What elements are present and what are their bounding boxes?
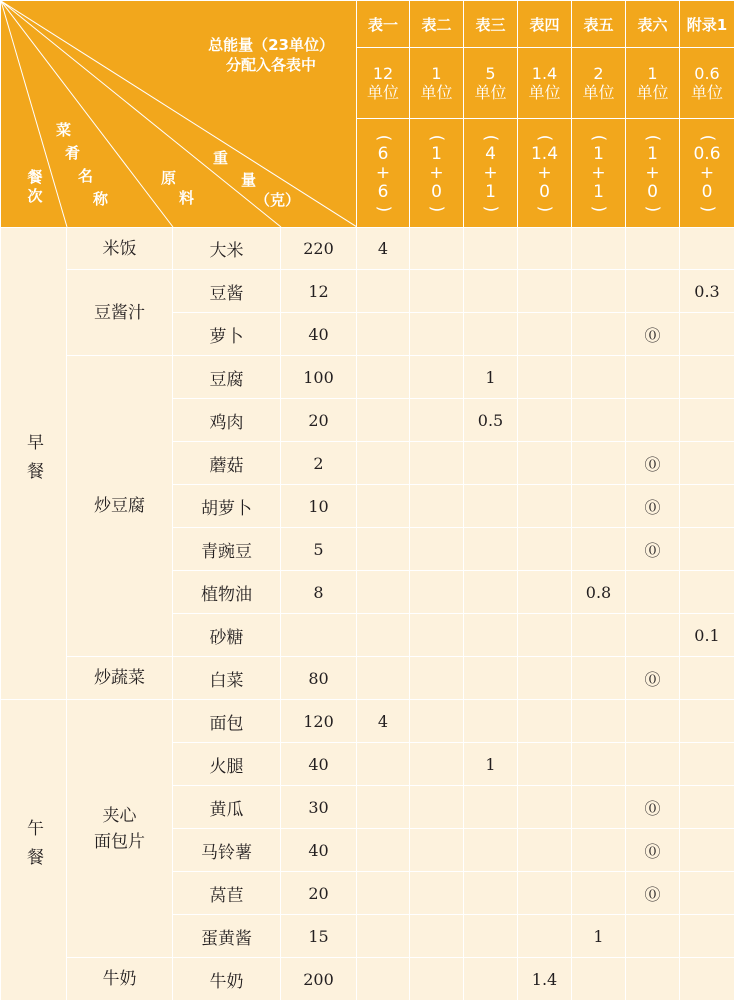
table-row <box>1 700 734 743</box>
value-cell <box>464 872 518 915</box>
split-part: 6 <box>378 145 389 164</box>
total-energy-line2: 分配入各表中 <box>208 55 334 75</box>
value-cell <box>680 743 734 786</box>
value-cell <box>410 528 464 571</box>
value-cell <box>680 872 734 915</box>
value-cell <box>357 270 410 313</box>
value-cell <box>680 356 734 399</box>
value-cell <box>518 270 572 313</box>
unit-label: 单位 <box>357 83 409 102</box>
unit-label: 单位 <box>464 83 517 102</box>
table-row <box>1 958 734 1001</box>
unit-label: 单位 <box>626 83 679 102</box>
weight-cell: 40 <box>281 829 357 872</box>
value-cell <box>518 528 572 571</box>
value-cell <box>410 442 464 485</box>
value-cell <box>626 700 680 743</box>
value-cell <box>626 228 680 270</box>
table-split-cell <box>626 119 680 228</box>
value-cell <box>357 485 410 528</box>
ingredient-cell: 牛奶 <box>173 958 281 1001</box>
value-cell <box>518 786 572 829</box>
close-paren: ) <box>483 205 497 212</box>
value-cell <box>464 958 518 1001</box>
value-cell <box>572 872 626 915</box>
weight-cell: 20 <box>281 399 357 442</box>
table-split-cell <box>572 119 626 228</box>
value-cell: 1 <box>464 743 518 786</box>
table-name: 表二 <box>410 1 464 48</box>
value-cell <box>357 313 410 356</box>
value-cell <box>357 356 410 399</box>
value-cell <box>518 829 572 872</box>
value-cell <box>464 657 518 700</box>
value-cell: ⓪ <box>626 485 680 528</box>
ingredient-cell: 白菜 <box>173 657 281 700</box>
close-paren: ) <box>591 205 605 212</box>
value-cell <box>572 700 626 743</box>
ingredient-cell: 萝卜 <box>173 313 281 356</box>
split-part: 0 <box>702 183 713 202</box>
split-part: 1 <box>431 145 442 164</box>
table-name: 表四 <box>518 1 572 48</box>
unit-value: 2 <box>572 64 625 83</box>
value-cell <box>410 356 464 399</box>
ingredient-cell: 火腿 <box>173 743 281 786</box>
table-unit-cell <box>572 48 626 119</box>
value-cell <box>572 399 626 442</box>
value-cell <box>518 614 572 657</box>
weight-cell: 12 <box>281 270 357 313</box>
table-split-cell <box>410 119 464 228</box>
value-cell <box>357 614 410 657</box>
value-cell <box>518 657 572 700</box>
split-part: + <box>645 164 659 183</box>
unit-value: 1 <box>410 64 463 83</box>
value-cell: 1 <box>572 915 626 958</box>
value-cell <box>357 657 410 700</box>
weight-cell: 10 <box>281 485 357 528</box>
value-cell <box>572 958 626 1001</box>
value-cell <box>572 786 626 829</box>
unit-label: 单位 <box>518 83 571 102</box>
value-cell <box>572 228 626 270</box>
value-cell <box>410 829 464 872</box>
table-unit-cell <box>410 48 464 119</box>
weight-cell: 5 <box>281 528 357 571</box>
dish-name: 牛奶 <box>67 966 172 992</box>
ingredient-cell: 豆酱 <box>173 270 281 313</box>
ingredient-cell: 大米 <box>173 228 281 270</box>
dish-name: 豆酱汁 <box>67 300 172 326</box>
weight-header-char: 量 <box>241 173 256 188</box>
value-cell: ⓪ <box>626 872 680 915</box>
value-cell <box>680 313 734 356</box>
table-split-cell <box>680 119 734 228</box>
open-paren: ( <box>645 134 659 141</box>
table-name: 表一 <box>357 1 410 48</box>
value-cell <box>410 657 464 700</box>
value-cell <box>626 614 680 657</box>
split-part: 4 <box>485 145 496 164</box>
value-cell <box>410 786 464 829</box>
value-cell <box>680 485 734 528</box>
split-part: + <box>429 164 443 183</box>
open-paren: ( <box>591 134 605 141</box>
weight-header-char: 重 <box>213 151 228 166</box>
value-cell <box>518 872 572 915</box>
table-unit-cell <box>518 48 572 119</box>
value-cell <box>357 571 410 614</box>
value-cell <box>464 313 518 356</box>
value-cell <box>626 958 680 1001</box>
table-name: 表五 <box>572 1 626 48</box>
split-part: + <box>483 164 497 183</box>
split-part: 0 <box>539 183 550 202</box>
value-cell <box>518 228 572 270</box>
value-cell <box>464 786 518 829</box>
table-name: 表三 <box>464 1 518 48</box>
close-paren: ) <box>645 205 659 212</box>
ingredient-cell: 砂糖 <box>173 614 281 657</box>
meal-name: 早餐 <box>21 433 46 491</box>
ingredient-cell: 面包 <box>173 700 281 743</box>
value-cell <box>572 528 626 571</box>
split-part: 1 <box>485 183 496 202</box>
value-cell <box>680 915 734 958</box>
value-cell: ⓪ <box>626 528 680 571</box>
open-paren: ( <box>537 134 551 141</box>
table-row <box>1 657 734 700</box>
value-cell <box>357 958 410 1001</box>
value-cell: 1.4 <box>518 958 572 1001</box>
split-part: 0.6 <box>693 145 720 164</box>
value-cell <box>410 313 464 356</box>
value-cell: 4 <box>357 700 410 743</box>
value-cell <box>572 657 626 700</box>
ingredient-cell: 蘑菇 <box>173 442 281 485</box>
close-paren: ) <box>537 205 551 212</box>
value-cell: 0.1 <box>680 614 734 657</box>
value-cell: ⓪ <box>626 442 680 485</box>
dish-cell <box>67 270 173 356</box>
value-cell <box>680 657 734 700</box>
value-cell <box>464 442 518 485</box>
table-row <box>1 228 734 270</box>
value-cell: 0.3 <box>680 270 734 313</box>
value-cell <box>410 872 464 915</box>
value-cell <box>626 399 680 442</box>
ingredient-cell: 植物油 <box>173 571 281 614</box>
value-cell: 0.8 <box>572 571 626 614</box>
split-part: 6 <box>378 183 389 202</box>
value-cell: 1 <box>464 356 518 399</box>
value-cell <box>518 442 572 485</box>
weight-cell: 15 <box>281 915 357 958</box>
value-cell <box>464 829 518 872</box>
unit-value: 5 <box>464 64 517 83</box>
unit-value: 1 <box>626 64 679 83</box>
table-unit-cell <box>680 48 734 119</box>
value-cell <box>518 356 572 399</box>
value-cell <box>357 528 410 571</box>
value-cell <box>680 442 734 485</box>
split-part: + <box>376 164 390 183</box>
weight-cell: 120 <box>281 700 357 743</box>
weight-header-unit: （克） <box>255 193 300 208</box>
unit-label: 单位 <box>572 83 625 102</box>
dish-header-char: 肴 <box>65 146 80 161</box>
value-cell <box>464 228 518 270</box>
value-cell <box>572 485 626 528</box>
split-part: 0 <box>647 183 658 202</box>
table-unit-cell <box>626 48 680 119</box>
value-cell <box>572 270 626 313</box>
open-paren: ( <box>429 134 443 141</box>
total-energy-label <box>208 35 334 75</box>
value-cell <box>464 571 518 614</box>
value-cell <box>572 313 626 356</box>
ingredient-cell: 蛋黄酱 <box>173 915 281 958</box>
dish-cell <box>67 657 173 700</box>
unit-label: 单位 <box>410 83 463 102</box>
ingredient-header-char: 料 <box>179 191 194 206</box>
value-cell: ⓪ <box>626 829 680 872</box>
meal-name: 午餐 <box>21 819 46 877</box>
value-cell <box>518 313 572 356</box>
weight-cell: 2 <box>281 442 357 485</box>
value-cell <box>626 356 680 399</box>
value-cell <box>410 228 464 270</box>
value-cell <box>518 485 572 528</box>
weight-cell: 30 <box>281 786 357 829</box>
value-cell: 4 <box>357 228 410 270</box>
unit-value: 0.6 <box>680 64 734 83</box>
dish-header-char: 称 <box>93 192 108 207</box>
meal-cell <box>1 700 67 1001</box>
value-cell <box>357 872 410 915</box>
value-cell <box>410 571 464 614</box>
table-split-cell <box>464 119 518 228</box>
dish-cell <box>67 958 173 1001</box>
weight-cell: 80 <box>281 657 357 700</box>
table-unit-cell <box>357 48 410 119</box>
value-cell <box>626 270 680 313</box>
value-cell <box>680 829 734 872</box>
meal-header-label: 餐次 <box>19 169 49 210</box>
dish-header-char: 名 <box>78 169 93 184</box>
value-cell <box>357 786 410 829</box>
close-paren: ) <box>700 205 714 212</box>
ingredient-cell: 马铃薯 <box>173 829 281 872</box>
split-part: 1 <box>647 145 658 164</box>
value-cell <box>680 571 734 614</box>
dish-name: 炒豆腐 <box>67 493 172 519</box>
weight-cell: 8 <box>281 571 357 614</box>
value-cell: ⓪ <box>626 313 680 356</box>
value-cell <box>680 958 734 1001</box>
split-part: 1.4 <box>531 145 558 164</box>
unit-value: 12 <box>357 64 409 83</box>
open-paren: ( <box>700 134 714 141</box>
value-cell <box>572 743 626 786</box>
table-split-cell <box>357 119 410 228</box>
weight-cell: 200 <box>281 958 357 1001</box>
split-part: + <box>700 164 714 183</box>
weight-cell: 100 <box>281 356 357 399</box>
table-split-cell <box>518 119 572 228</box>
value-cell <box>357 915 410 958</box>
split-part: + <box>537 164 551 183</box>
unit-label: 单位 <box>680 83 734 102</box>
ingredient-cell: 鸡肉 <box>173 399 281 442</box>
table-row <box>1 270 734 313</box>
dish-header-char: 菜 <box>56 123 71 138</box>
value-cell <box>464 270 518 313</box>
dish-name: 夹心 面包片 <box>67 803 172 855</box>
value-cell <box>680 528 734 571</box>
value-cell <box>464 700 518 743</box>
value-cell <box>464 485 518 528</box>
weight-cell: 40 <box>281 313 357 356</box>
weight-cell <box>281 614 357 657</box>
value-cell <box>410 958 464 1001</box>
table-unit-cell <box>464 48 518 119</box>
meal-cell <box>1 228 67 700</box>
close-paren: ) <box>376 205 390 212</box>
value-cell <box>410 743 464 786</box>
value-cell <box>518 915 572 958</box>
value-cell <box>626 571 680 614</box>
total-energy-line1: 总能量（23单位） <box>208 35 334 55</box>
value-cell <box>410 700 464 743</box>
value-cell <box>410 270 464 313</box>
weight-cell: 20 <box>281 872 357 915</box>
value-cell <box>680 228 734 270</box>
value-cell: ⓪ <box>626 786 680 829</box>
value-cell <box>518 700 572 743</box>
split-part: 1 <box>593 183 604 202</box>
value-cell <box>572 356 626 399</box>
ingredient-cell: 青豌豆 <box>173 528 281 571</box>
value-cell <box>626 743 680 786</box>
value-cell <box>410 399 464 442</box>
open-paren: ( <box>483 134 497 141</box>
ingredient-cell: 胡萝卜 <box>173 485 281 528</box>
value-cell <box>464 614 518 657</box>
value-cell <box>357 399 410 442</box>
value-cell <box>680 786 734 829</box>
dish-name: 米饭 <box>67 236 172 262</box>
value-cell <box>357 442 410 485</box>
value-cell <box>357 743 410 786</box>
value-cell <box>464 528 518 571</box>
value-cell <box>410 485 464 528</box>
open-paren: ( <box>376 134 390 141</box>
ingredient-header-char: 原 <box>161 171 176 186</box>
table-name: 附录1 <box>680 1 734 48</box>
value-cell <box>410 915 464 958</box>
dish-cell <box>67 228 173 270</box>
dish-cell <box>67 356 173 657</box>
value-cell <box>626 915 680 958</box>
value-cell <box>357 829 410 872</box>
diagonal-header-cell <box>1 1 357 228</box>
value-cell <box>572 614 626 657</box>
split-part: 1 <box>593 145 604 164</box>
value-cell <box>464 915 518 958</box>
split-part: + <box>591 164 605 183</box>
value-cell <box>680 399 734 442</box>
dish-name: 炒蔬菜 <box>67 665 172 691</box>
ingredient-cell: 黄瓜 <box>173 786 281 829</box>
value-cell: ⓪ <box>626 657 680 700</box>
unit-value: 1.4 <box>518 64 571 83</box>
value-cell <box>680 700 734 743</box>
value-cell: 0.5 <box>464 399 518 442</box>
weight-cell: 40 <box>281 743 357 786</box>
value-cell <box>518 743 572 786</box>
weight-cell: 220 <box>281 228 357 270</box>
value-cell <box>518 571 572 614</box>
value-cell <box>572 829 626 872</box>
ingredient-cell: 莴苣 <box>173 872 281 915</box>
table-name: 表六 <box>626 1 680 48</box>
ingredient-cell: 豆腐 <box>173 356 281 399</box>
table-row <box>1 356 734 399</box>
value-cell <box>518 399 572 442</box>
split-part: 0 <box>431 183 442 202</box>
close-paren: ) <box>429 205 443 212</box>
dish-cell <box>67 700 173 958</box>
value-cell <box>572 442 626 485</box>
value-cell <box>410 614 464 657</box>
